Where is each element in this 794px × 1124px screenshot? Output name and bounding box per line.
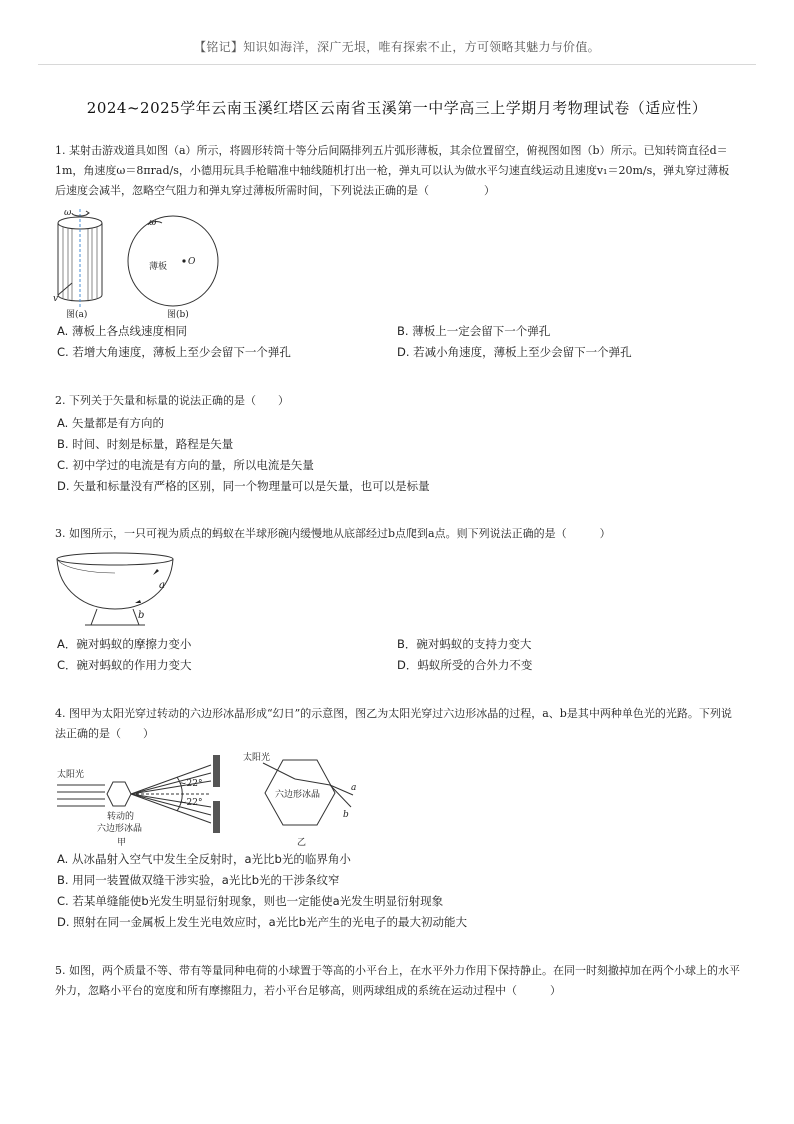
page-title: 2024~2025学年云南玉溪红塔区云南省玉溪第一中学高三上学期月考物理试卷（适应性）: [86, 99, 708, 117]
question-1-figure: [50, 203, 220, 323]
crystal-label: 六边形冰晶: [275, 790, 321, 800]
question-1-option-d[interactable]: D. 若减小角速度，薄板上至少会留下一个弹孔: [397, 345, 632, 359]
question-3-option-c[interactable]: C．碗对蚂蚁的作用力变大: [57, 658, 192, 672]
question-4-option-b[interactable]: B. 用同一装置做双缝干涉实验，a光比b光的干涉条纹窄: [57, 873, 340, 887]
omega-label-b: ω: [149, 218, 157, 228]
question-2-option-d[interactable]: D. 矢量和标量没有严格的区别，同一个物理量可以是矢量，也可以是标量: [57, 479, 430, 493]
question-3-figure: [53, 549, 183, 629]
question-3-option-b[interactable]: B．碗对蚂蚁的支持力变大: [397, 637, 532, 651]
question-1-option-b[interactable]: B. 薄板上一定会留下一个弹孔: [397, 324, 551, 338]
question-4-figure: [55, 745, 375, 850]
figure-jia-caption: 甲: [117, 838, 127, 848]
sunlight-label-jia: 太阳光: [57, 770, 85, 780]
question-2-stem: 2. 下列关于矢量和标量的说法正确的是（ ）: [55, 394, 289, 407]
question-5-stem: 5. 如图，两个质量不等、带有等量同种电荷的小球置于等高的小平台上，在水平外力作用下保持静止。在同一时刻撤掉加在两个小球上的水平外力，忽略小平台的宽度和所有摩擦阻力，若小平台足够高，则两球组成的系统在运动过程中（ ）: [55, 964, 740, 997]
point-a-label: a: [159, 580, 165, 591]
figure-b-caption: 图(b): [167, 310, 189, 320]
ray-a-label: a: [351, 783, 357, 793]
ray-b-label: b: [343, 810, 349, 820]
sunlight-label-yi: 太阳光: [243, 753, 271, 763]
question-3-stem: 3. 如图所示，一只可视为质点的蚂蚁在半球形碗内缓慢地从底部经过b点爬到a点。则下列说法正确的是（ ）: [55, 527, 611, 540]
question-1-option-c[interactable]: C. 若增大角速度，薄板上至少会留下一个弹孔: [57, 345, 291, 359]
question-1-option-a[interactable]: A. 薄板上各点线速度相同: [57, 324, 187, 338]
rotating-label-1: 转动的: [107, 812, 135, 822]
question-4-stem: 4. 图甲为太阳光穿过转动的六边形冰晶形成“幻日”的示意图，图乙为太阳光穿过六边形冰晶的过程，a、b是其中两种单色光的光路。下列说法正确的是（ ）: [55, 707, 732, 740]
angle-label-upper: ~22°: [179, 779, 203, 789]
ice-crystal-diagram: [55, 745, 375, 850]
center-label: O: [188, 257, 196, 267]
figure-yi-caption: 乙: [297, 838, 307, 848]
question-1-stem: 1. 某射击游戏道具如图（a）所示，将圆形转筒十等分后间隔排列五片弧形薄板，其余位置留空，俯视图如图（b）所示。已知转筒直径d＝1m，角速度ω＝8πrad/s，小德用玩具手枪瞄准中轴线随机打出一枪，弹丸可以认为做水平匀速直线运动且速度v₁＝20m/s，弹丸穿过薄板后速度会减半，忽略空气阻力和弹丸穿过薄板所需时间，下列说法正确的是（ ）: [55, 144, 730, 197]
figure-a-caption: 图(a): [66, 310, 88, 320]
cylinder-diagram: [50, 203, 220, 323]
bowl-diagram: [53, 549, 183, 629]
question-3-option-d[interactable]: D．蚂蚁所受的合外力不变: [397, 658, 533, 672]
omega-label: ω: [64, 208, 72, 218]
question-4-option-a[interactable]: A. 从冰晶射入空气中发生全反射时，a光比b光的临界角小: [57, 852, 351, 866]
point-b-label: b: [138, 610, 145, 621]
question-2-option-b[interactable]: B. 时间、时刻是标量，路程是矢量: [57, 437, 234, 451]
question-2-option-a[interactable]: A. 矢量都是有方向的: [57, 416, 164, 430]
question-2-option-c[interactable]: C. 初中学过的电流是有方向的量，所以电流是矢量: [57, 458, 314, 472]
velocity-label: v: [53, 294, 59, 304]
rotating-label-2: 六边形冰晶: [97, 824, 143, 834]
plate-label: 薄板: [149, 262, 168, 272]
header-motto: 【铭记】知识如海洋，深广无垠，唯有探索不止，方可领略其魅力与价值。: [194, 40, 600, 54]
question-4-option-c[interactable]: C. 若某单缝能使b光发生明显衍射现象，则也一定能使a光发生明显衍射现象: [57, 894, 444, 908]
angle-label-lower: ~22°: [179, 798, 203, 808]
question-3-option-a[interactable]: A．碗对蚂蚁的摩擦力变小: [57, 637, 192, 651]
header-divider: [38, 64, 756, 65]
question-4-option-d[interactable]: D. 照射在同一金属板上发生光电效应时，a光比b光产生的光电子的最大初动能大: [57, 915, 468, 929]
